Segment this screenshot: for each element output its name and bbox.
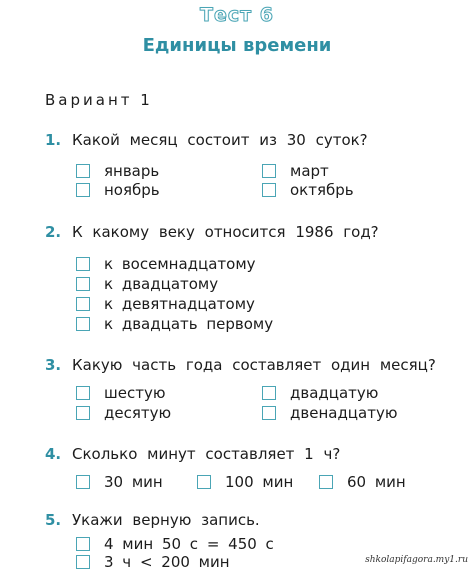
option-label: к восемнадцатому [104,255,256,273]
option-label: октябрь [290,181,354,199]
option-label: 4 мин 50 с = 450 с [104,535,274,553]
option-4b[interactable] [197,473,293,491]
question-3 [45,356,465,374]
checkbox[interactable] [76,277,90,291]
option-label: к двадцатому [104,275,219,293]
option-label: 30 мин [104,473,163,491]
option-3b[interactable] [76,404,171,422]
option-1d[interactable] [262,181,354,199]
option-label: десятую [104,404,172,422]
question-number: 5. [45,511,62,529]
checkbox[interactable] [76,183,90,197]
option-1b[interactable] [76,181,160,199]
question-5 [45,511,465,529]
option-2a[interactable] [76,255,256,273]
checkbox[interactable] [76,257,90,271]
checkbox[interactable] [76,555,90,569]
option-1a[interactable] [76,162,159,180]
question-1 [45,131,465,149]
option-label: двадцатую [290,384,379,402]
question-text: Какой месяц состоит из 30 суток? [72,131,368,149]
option-label: март [290,162,329,180]
checkbox[interactable] [262,406,276,420]
question-2 [45,223,465,241]
option-3d[interactable] [262,404,397,422]
checkbox[interactable] [76,386,90,400]
question-number: 1. [45,131,62,149]
option-label: 3 ч < 200 мин [104,553,230,569]
option-5a[interactable] [76,535,274,553]
question-number: 3. [45,356,62,374]
option-3a[interactable] [76,384,165,402]
checkbox[interactable] [262,183,276,197]
checkbox[interactable] [319,475,333,489]
checkbox[interactable] [76,537,90,551]
option-label: 100 мин [225,473,294,491]
option-label: к девятнадцатому [104,295,255,313]
question-text: Укажи верную запись. [72,511,260,529]
question-number: 2. [45,223,62,241]
question-4 [45,445,465,463]
option-1c[interactable] [262,162,329,180]
option-label: ноябрь [104,181,160,199]
option-3c[interactable] [262,384,378,402]
variant-label: Вариант 1 [45,91,153,109]
option-2b[interactable] [76,275,218,293]
checkbox[interactable] [197,475,211,489]
option-label: январь [104,162,160,180]
option-label: двенадцатую [290,404,398,422]
question-text: К какому веку относится 1986 год? [72,223,379,241]
checkbox[interactable] [76,475,90,489]
option-label: шестую [104,384,166,402]
checkbox[interactable] [262,386,276,400]
topic-title: Единицы времени [142,35,332,56]
option-label: 60 мин [347,473,406,491]
checkbox[interactable] [76,164,90,178]
option-5b[interactable] [76,553,230,569]
test-title: Тест 6 [200,4,274,26]
question-text: Какую часть года составляет один месяц? [72,356,436,374]
checkbox[interactable] [76,297,90,311]
option-4a[interactable] [76,473,163,491]
option-2d[interactable] [76,315,273,333]
question-number: 4. [45,445,62,463]
option-label: к двадцать первому [104,315,274,333]
option-4c[interactable] [319,473,406,491]
checkbox[interactable] [262,164,276,178]
checkbox[interactable] [76,406,90,420]
checkbox[interactable] [76,317,90,331]
option-2c[interactable] [76,295,255,313]
question-text: Сколько минут составляет 1 ч? [72,445,341,463]
source-url: shkolapifagora.my1.ru [365,555,468,565]
